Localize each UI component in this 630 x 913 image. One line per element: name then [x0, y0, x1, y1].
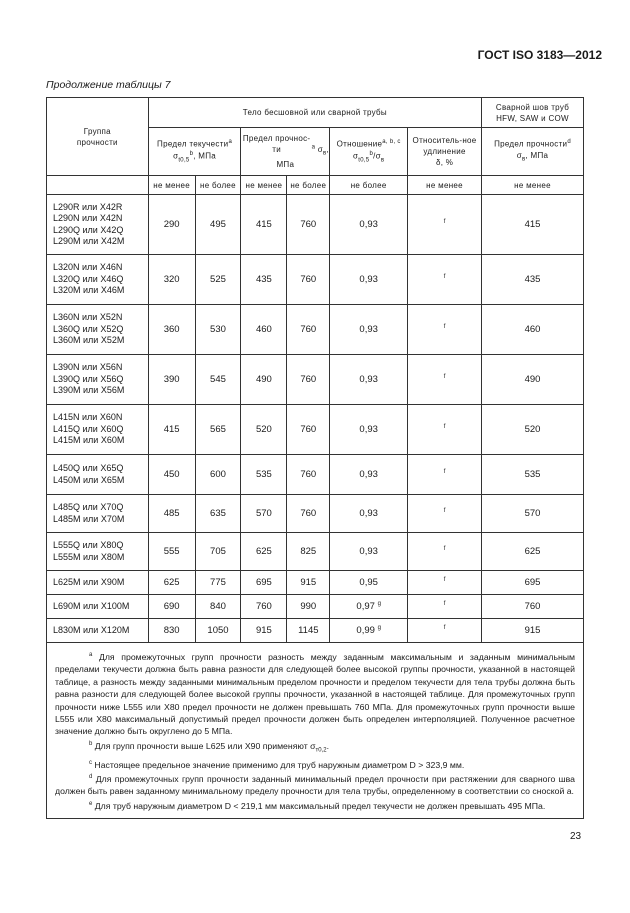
cell-tmin: 915 [241, 619, 287, 643]
ratio-value: 0,93 [359, 424, 378, 436]
weld-header: Сварной шов труб HFW, SAW и COW [482, 98, 584, 128]
cell-ratio [330, 495, 408, 533]
cell-ymin: 360 [148, 305, 195, 355]
limit-ratio-max: не более [330, 176, 408, 195]
ratio-value: 0,99 [356, 625, 375, 637]
cell-weld: 535 [482, 455, 584, 495]
table-row [47, 405, 584, 455]
cell-elongation-ref: f [408, 592, 482, 616]
cell-ymax: 635 [195, 495, 241, 533]
grade-cell [47, 495, 149, 533]
grade-line: L290M или X42M [53, 236, 125, 246]
table-caption: Продолжение таблицы 7 [46, 79, 171, 91]
grade-cell [47, 571, 149, 595]
yield-header: Предел текучести$^a$ $\sigma_{t0,5}^b$, МПа [148, 128, 241, 176]
cell-weld: 415 [482, 195, 584, 255]
cell-elongation-ref: f [408, 252, 482, 302]
grade-cell [47, 595, 149, 619]
grade-line: L450M или X65M [53, 474, 125, 485]
ratio-note: g [377, 624, 381, 631]
cell-ratio [330, 405, 408, 455]
cell-ratio [330, 455, 408, 495]
cell-ratio [330, 305, 408, 355]
limit-tensile-min: не менее [241, 176, 287, 195]
footnote-e: $^e$ Для труб наружным диаметром D < 219,1 мм максимальный предел текучести не должен превышать 495 МПа. [89, 800, 546, 811]
weld-strength-header: Предел прочности$^d$ $\sigma_в$, МПа [482, 128, 584, 176]
grade-cell [47, 619, 149, 643]
cell-ymax: 1050 [195, 619, 241, 643]
cell-tmax: 760 [287, 495, 330, 533]
grade-cell [47, 355, 149, 405]
strength-table [46, 97, 584, 819]
cell-ymin: 320 [148, 255, 195, 305]
grade-line: L360Q или X52Q [53, 323, 124, 334]
limit-yield-min: не менее [148, 176, 195, 195]
grade-line: L485M или X70M [53, 513, 125, 524]
cell-weld: 520 [482, 405, 584, 455]
table-row [47, 355, 584, 405]
grade-line: L320Q или X46Q [53, 273, 124, 284]
cell-ymax: 525 [195, 255, 241, 305]
grade-line: L290N или X42N [53, 213, 123, 223]
cell-tmax: 760 [287, 305, 330, 355]
grade-line: L390Q или X56Q [53, 373, 124, 384]
footnote-b: $^b$ Для групп прочности выше L625 или X90 применяют $\sigma_{т0,2}$. [89, 740, 329, 754]
cell-tmin: 760 [241, 595, 287, 619]
table-row [47, 619, 584, 643]
table-row [47, 305, 584, 355]
body-header: Тело бесшовной или сварной трубы [148, 98, 481, 128]
group-header: Группа прочности [47, 98, 149, 176]
ratio-value: 0,93 [359, 374, 378, 386]
grade-cell [47, 455, 149, 495]
cell-tmin: 435 [241, 255, 287, 305]
cell-tmin: 535 [241, 455, 287, 495]
ratio-header: Отношение$^{a, b, c}$ $\sigma_{t0,5}^b/\sigma_в$ [330, 128, 408, 176]
grade-line: L320M или X46M [53, 285, 125, 296]
table-row [47, 255, 584, 305]
ratio-value: 0,93 [359, 546, 378, 558]
cell-ymin: 555 [148, 533, 195, 571]
cell-elongation-ref: f [408, 568, 482, 592]
cell-tmax: 760 [287, 255, 330, 305]
cell-weld: 695 [482, 571, 584, 595]
cell-tmax: 760 [287, 355, 330, 405]
footnote-a: $^a$ Для промежуточных групп прочности разность между заданным максимальным и заданным минимальным пределами текучести должна быть равна разности для следующей более высокой группы прочности, указанной в настоящей таблице, а разность между заданными минимальным пределом прочности и пределом текучести для тела трубы должна быть равна разности для следующей более высокой группы прочности, указанной в настоящей таблице. Для промежуточных групп прочности ниже L555 или X80 предел прочности не должен превышать 760 МПа. Для промежуточных групп прочности выше L555 или X80 максимальный допустимый предел прочности должен быть определен интерполяцией. Полученное расчетное значение должно быть округлено до 5 МПа. [55, 651, 575, 737]
cell-tmin: 625 [241, 533, 287, 571]
ratio-value: 0,93 [359, 508, 378, 520]
ratio-value: 0,93 [359, 274, 378, 286]
cell-tmax: 915 [287, 571, 330, 595]
grade-line: L360N или X52N [53, 312, 123, 323]
cell-ratio [330, 355, 408, 405]
cell-weld: 760 [482, 595, 584, 619]
cell-ymax: 600 [195, 455, 241, 495]
grade-line: L415Q или X60Q [53, 423, 124, 434]
limit-yield-max: не более [195, 176, 241, 195]
ratio-value: 0,97 [356, 601, 375, 613]
cell-tmin: 415 [241, 195, 287, 255]
table-row [47, 571, 584, 595]
cell-weld: 570 [482, 495, 584, 533]
cell-tmax: 760 [287, 455, 330, 495]
page-number: 23 [570, 831, 582, 842]
grade-line: L450Q или X65Q [53, 463, 124, 473]
limit-weld-min: не менее [482, 176, 584, 195]
grade-line: L290Q или X42Q [53, 224, 124, 235]
table-row [47, 595, 584, 619]
cell-weld: 460 [482, 305, 584, 355]
cell-elongation-ref: f [408, 352, 482, 402]
grade-line: L360M или X52M [53, 335, 125, 346]
grade-line: L555Q или X80Q [53, 540, 124, 550]
cell-ratio [330, 533, 408, 571]
grade-line: L290R или X42R [53, 201, 123, 212]
cell-tmin: 695 [241, 571, 287, 595]
grade-cell [47, 255, 149, 305]
cell-ymin: 450 [148, 455, 195, 495]
elongation-header: Относитель-ное удлинение δ, % [408, 128, 482, 176]
cell-elongation-ref: f [408, 192, 482, 252]
cell-ymin: 485 [148, 495, 195, 533]
table-row [47, 195, 584, 255]
standard-designation: ГОСТ ISO 3183—2012 [477, 48, 602, 62]
cell-tmin: 490 [241, 355, 287, 405]
cell-tmax: 760 [287, 195, 330, 255]
ratio-value: 0,93 [359, 469, 378, 481]
cell-weld: 915 [482, 619, 584, 643]
grade-line: L415M или X60M [53, 435, 125, 446]
cell-ratio [330, 595, 408, 619]
limit-empty [47, 176, 149, 195]
cell-weld: 625 [482, 533, 584, 571]
cell-tmax: 760 [287, 405, 330, 455]
grade-cell [47, 305, 149, 355]
table-row [47, 455, 584, 495]
grade-line: L320N или X46N [53, 262, 123, 273]
grade-line: L415N или X60N [53, 412, 123, 423]
grade-cell [47, 533, 149, 571]
grade-line: L485Q или X70Q [53, 502, 124, 512]
cell-ymax: 495 [195, 195, 241, 255]
cell-ymax: 530 [195, 305, 241, 355]
cell-ymin: 625 [148, 571, 195, 595]
cell-elongation-ref: f [408, 530, 482, 568]
cell-tmin: 520 [241, 405, 287, 455]
cell-ymin: 290 [148, 195, 195, 255]
cell-weld: 435 [482, 255, 584, 305]
limit-tensile-max: не более [287, 176, 330, 195]
cell-ymin: 690 [148, 595, 195, 619]
grade-line: L830M или X120M [53, 624, 130, 635]
cell-elongation-ref: f [408, 492, 482, 530]
cell-elongation-ref: f [408, 452, 482, 492]
cell-tmin: 460 [241, 305, 287, 355]
limit-elong-min: не менее [408, 176, 482, 195]
cell-ratio [330, 195, 408, 255]
cell-ymin: 415 [148, 405, 195, 455]
ratio-value: 0,95 [359, 577, 378, 589]
grade-line: L625M или X90M [53, 576, 125, 587]
cell-ymin: 390 [148, 355, 195, 405]
cell-elongation-ref: f [408, 402, 482, 452]
footnote-d: $^d$ Для промежуточных групп прочности заданный минимальный предел прочности при растяжении для сварного шва должен быть равен заданному минимальному пределу прочности для тела трубы, определенному в соответствии со сноской a. [55, 773, 575, 797]
table-row [47, 495, 584, 533]
cell-weld: 490 [482, 355, 584, 405]
cell-tmax: 1145 [287, 619, 330, 643]
cell-elongation-ref: f [408, 616, 482, 640]
grade-cell [47, 405, 149, 455]
ratio-value: 0,93 [359, 219, 378, 231]
tensile-header: Предел прочнос-ти $^a$ $\sigma_в$, МПа [241, 128, 330, 176]
cell-tmin: 570 [241, 495, 287, 533]
grade-line: L390M или X56M [53, 385, 125, 396]
footnotes [47, 643, 584, 819]
ratio-note: g [377, 600, 381, 607]
cell-ymax: 840 [195, 595, 241, 619]
grade-line: L390N или X56N [53, 362, 123, 373]
ratio-value: 0,93 [359, 324, 378, 336]
cell-tmax: 825 [287, 533, 330, 571]
cell-ratio [330, 571, 408, 595]
cell-elongation-ref: f [408, 302, 482, 352]
cell-ratio [330, 619, 408, 643]
table-row [47, 533, 584, 571]
cell-ratio [330, 255, 408, 305]
cell-ymin: 830 [148, 619, 195, 643]
cell-ymax: 775 [195, 571, 241, 595]
footnote-c: $^c$ Настоящее предельное значение применимо для труб наружным диаметром D > 323,9 мм. [89, 759, 465, 770]
grade-cell [47, 195, 149, 255]
cell-ymax: 565 [195, 405, 241, 455]
cell-tmax: 990 [287, 595, 330, 619]
grade-line: L690M или X100M [53, 600, 130, 611]
cell-ymax: 705 [195, 533, 241, 571]
cell-ymax: 545 [195, 355, 241, 405]
grade-line: L555M или X80M [53, 551, 125, 562]
